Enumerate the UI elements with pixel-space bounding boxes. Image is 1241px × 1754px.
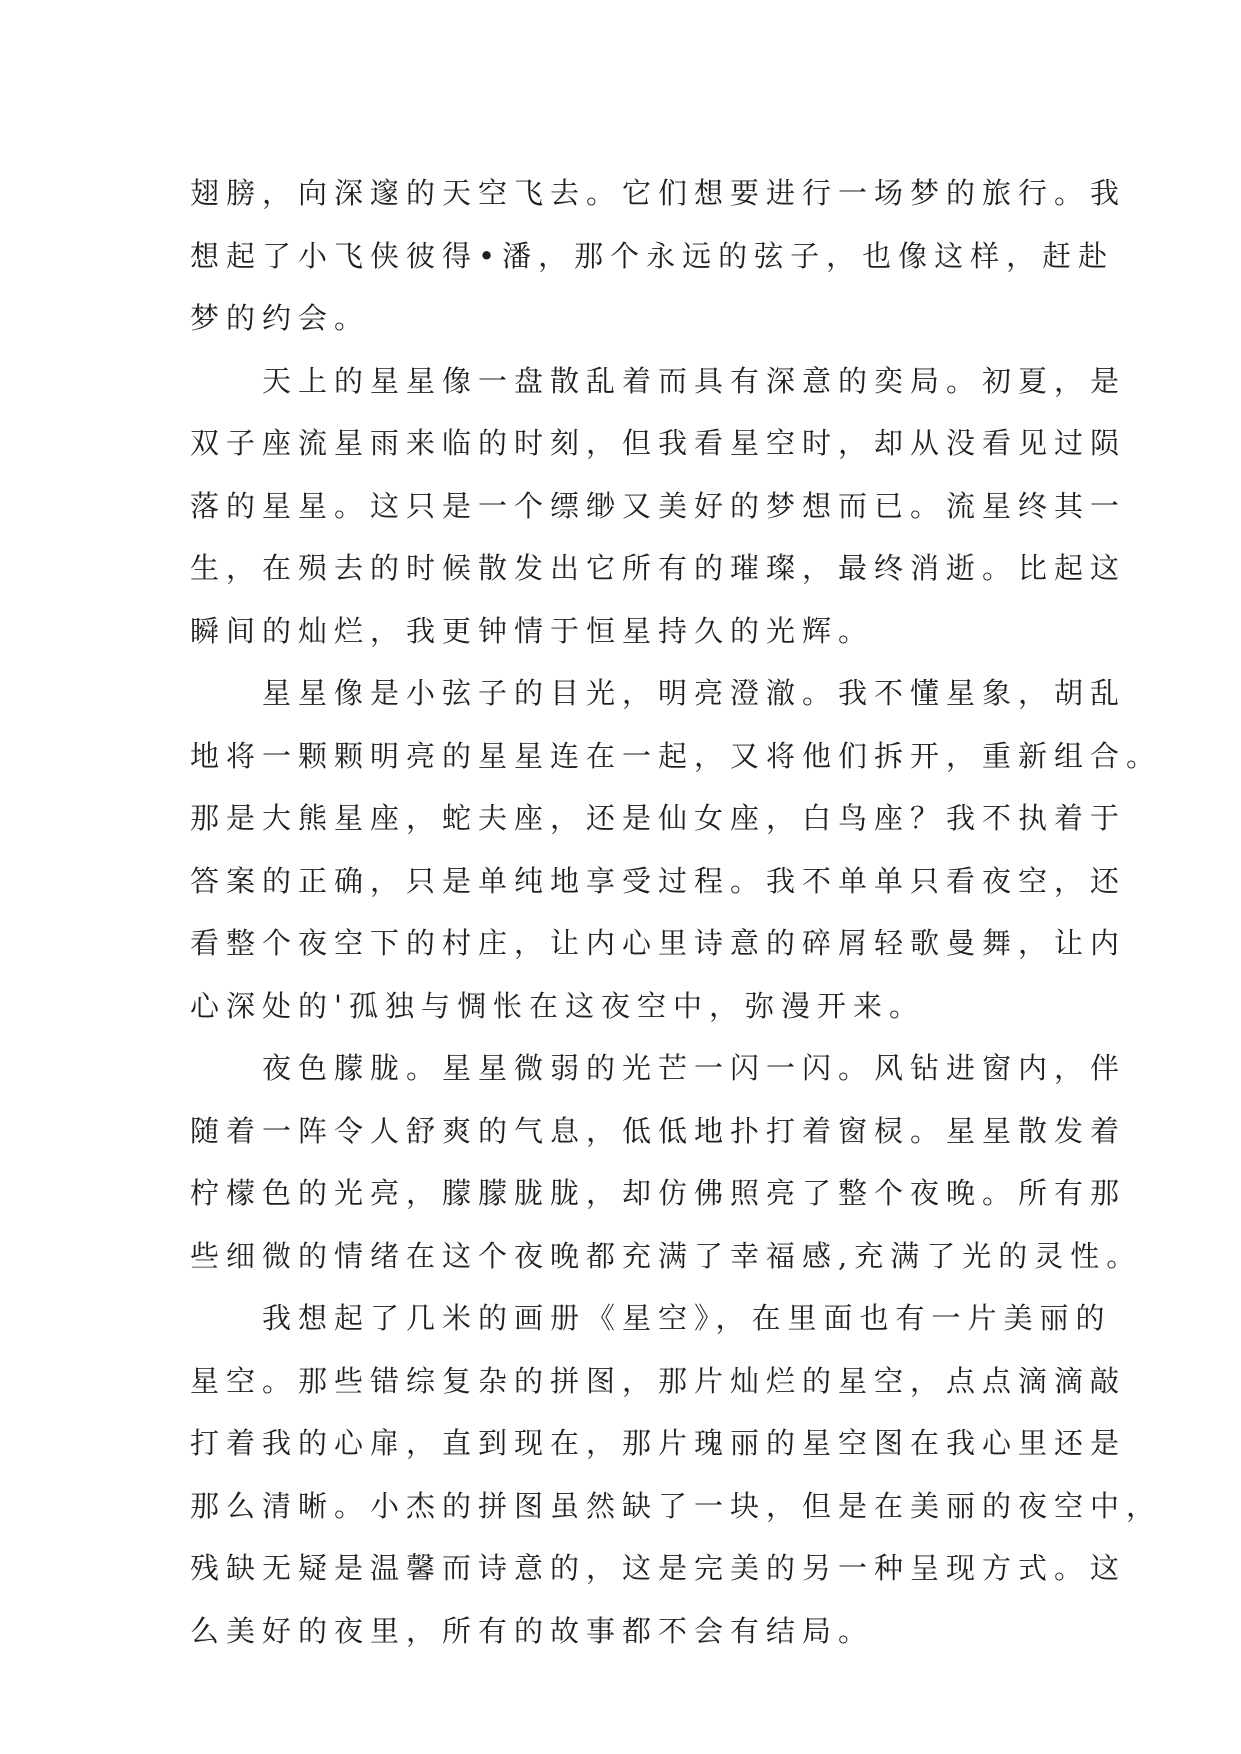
paragraph-5 xyxy=(190,1287,1163,1662)
text-line: 双子座流星雨来临的时刻，但我看星空时，却从没看见过陨 xyxy=(190,426,1127,460)
text-line: 瞬间的灿烂，我更钟情于恒星持久的光辉。 xyxy=(190,613,875,648)
text-line: 看整个夜空下的村庄，让内心里诗意的碎屑轻歌曼舞，让内 xyxy=(190,926,1127,960)
text-line: 心深处的'孤独与惆怅在这夜空中，弥漫开来。 xyxy=(190,988,925,1023)
text-line: 星星像是小弦子的目光，明亮澄澈。我不懂星象，胡乱 xyxy=(190,676,1127,710)
text-line: 柠檬色的光亮，朦朦胧胧，却仿佛照亮了整个夜晚。所有那 xyxy=(190,1176,1127,1210)
text-line: 那么清晰。小杰的拼图虽然缺了一块，但是在美丽的夜空中， xyxy=(190,1488,1163,1523)
paragraph-4 xyxy=(190,1037,1143,1287)
text-line: 残缺无疑是温馨而诗意的，这是完美的另一种呈现方式。这 xyxy=(190,1551,1127,1585)
text-line: 那是大熊星座，蛇夫座，还是仙女座，白鸟座？我不执着于 xyxy=(190,801,1127,835)
text-line: 么美好的夜里，所有的故事都不会有结局。 xyxy=(190,1613,875,1648)
text-line: 梦的约会。 xyxy=(190,301,371,335)
paragraph-1 xyxy=(190,162,1127,350)
text-line: 星空。那些错综复杂的拼图，那片灿烂的星空，点点滴滴敲 xyxy=(190,1363,1127,1398)
text-line: 夜色朦胧。星星微弱的光芒一闪一闪。风钻进窗内，伴 xyxy=(190,1051,1127,1085)
text-line: 生，在殒去的时候散发出它所有的璀璨，最终消逝。比起这 xyxy=(190,551,1127,585)
text-line: 些细微的情绪在这个夜晚都充满了幸福感,充满了光的灵性。 xyxy=(190,1238,1143,1273)
text-line: 打着我的心扉，直到现在，那片瑰丽的星空图在我心里还是 xyxy=(190,1426,1127,1460)
text-line: 翅膀，向深邃的天空飞去。它们想要进行一场梦的旅行。我 xyxy=(190,176,1127,210)
text-line: 天上的星星像一盘散乱着而具有深意的奕局。初夏，是 xyxy=(190,363,1127,398)
text-line: 我想起了几米的画册《星空》，在里面也有一片美丽的 xyxy=(190,1301,1112,1335)
text-line: 地将一颗颗明亮的星星连在一起，又将他们拆开，重新组合。 xyxy=(190,738,1163,773)
text-line: 答案的正确，只是单纯地享受过程。我不单单只看夜空，还 xyxy=(190,863,1127,898)
paragraph-3 xyxy=(190,662,1163,1037)
text-line: 落的星星。这只是一个缥缈又美好的梦想而已。流星终其一 xyxy=(190,488,1127,523)
paragraph-2 xyxy=(190,350,1127,663)
article-body xyxy=(190,162,1163,1662)
text-line: 想起了小飞侠彼得•潘，那个永远的弦子，也像这样，赶赴 xyxy=(190,238,1115,273)
text-line: 随着一阵令人舒爽的气息，低低地扑打着窗棂。星星散发着 xyxy=(190,1113,1127,1148)
